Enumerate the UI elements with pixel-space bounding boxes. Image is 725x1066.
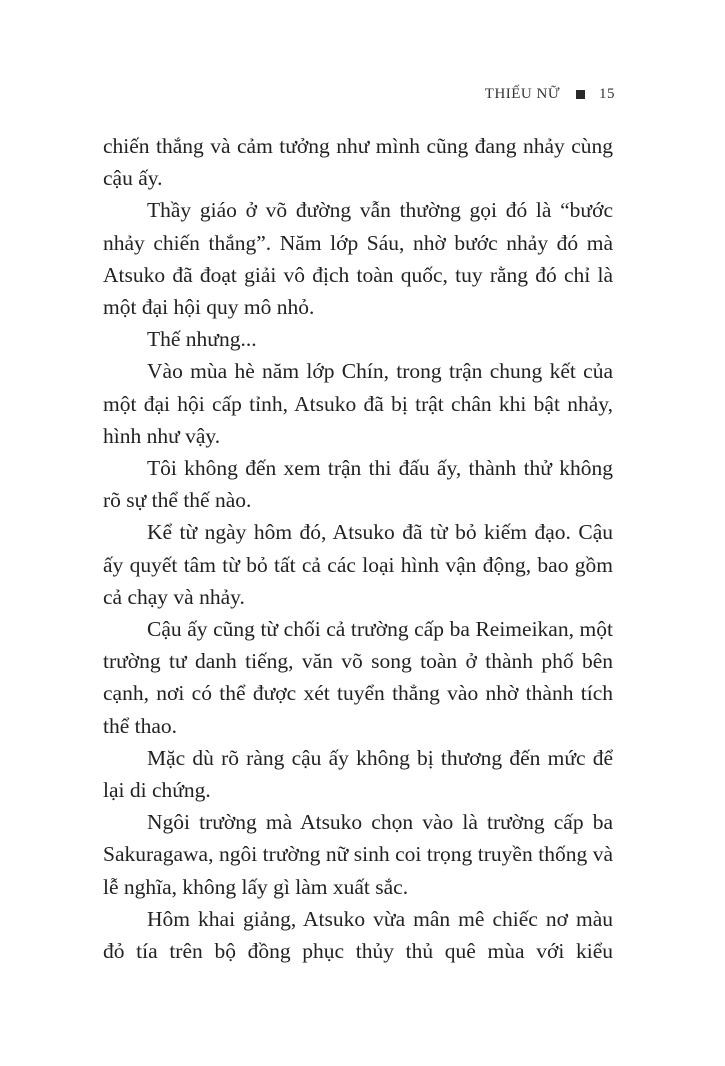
chapter-title: THIẾU NỮ (484, 86, 560, 102)
page-number: 15 (599, 86, 615, 102)
running-header (485, 86, 615, 103)
text-body (103, 130, 613, 967)
paragraph-6: Kể từ ngày hôm đó, Atsuko đã từ bỏ kiếm đạo. Cậu ấy quyết tâm từ bỏ tất cả các loại hình vận động, bao gồm cả chạy và nhảy. (103, 520, 613, 609)
square-separator-icon (576, 90, 585, 99)
paragraph-5: Tôi không đến xem trận thi đấu ấy, thành thử không rõ sự thể thế nào. (103, 456, 613, 513)
paragraph-2: Thầy giáo ở võ đường vẫn thường gọi đó là “bước nhảy chiến thắng”. Năm lớp Sáu, nhờ bước nhảy đó mà Atsuko đã đoạt giải vô địch toàn quốc, tuy rằng đó chỉ là một đại hội quy mô nhỏ. (103, 198, 613, 320)
paragraph-8: Mặc dù rõ ràng cậu ấy không bị thương đến mức để lại di chứng. (103, 745, 613, 803)
paragraph-1: chiến thắng và cảm tưởng như mình cũng đang nhảy cùng cậu ấy. (103, 134, 613, 191)
paragraph-10: Hôm khai giảng, Atsuko vừa mân mê chiếc nơ màu đỏ tía trên bộ đồng phục thủy thủ quê mùa với kiểu (103, 906, 613, 964)
paragraph-3: Thế nhưng... (147, 327, 257, 352)
paragraph-9: Ngôi trường mà Atsuko chọn vào là trường cấp ba Sakuragawa, ngôi trường nữ sinh coi trọng truyền thống và lễ nghĩa, không lấy gì làm xuất sắc. (103, 810, 613, 899)
paragraph-4: Vào mùa hè năm lớp Chín, trong trận chung kết của một đại hội cấp tỉnh, Atsuko đã bị trật chân khi bật nhảy, hình như vậy. (103, 359, 613, 448)
paragraph-7: Cậu ấy cũng từ chối cả trường cấp ba Reimeikan, một trường tư danh tiếng, văn võ song toàn ở thành phố bên cạnh, nơi có thể được xét tuyển thẳng vào nhờ thành tích thể thao. (103, 617, 613, 738)
